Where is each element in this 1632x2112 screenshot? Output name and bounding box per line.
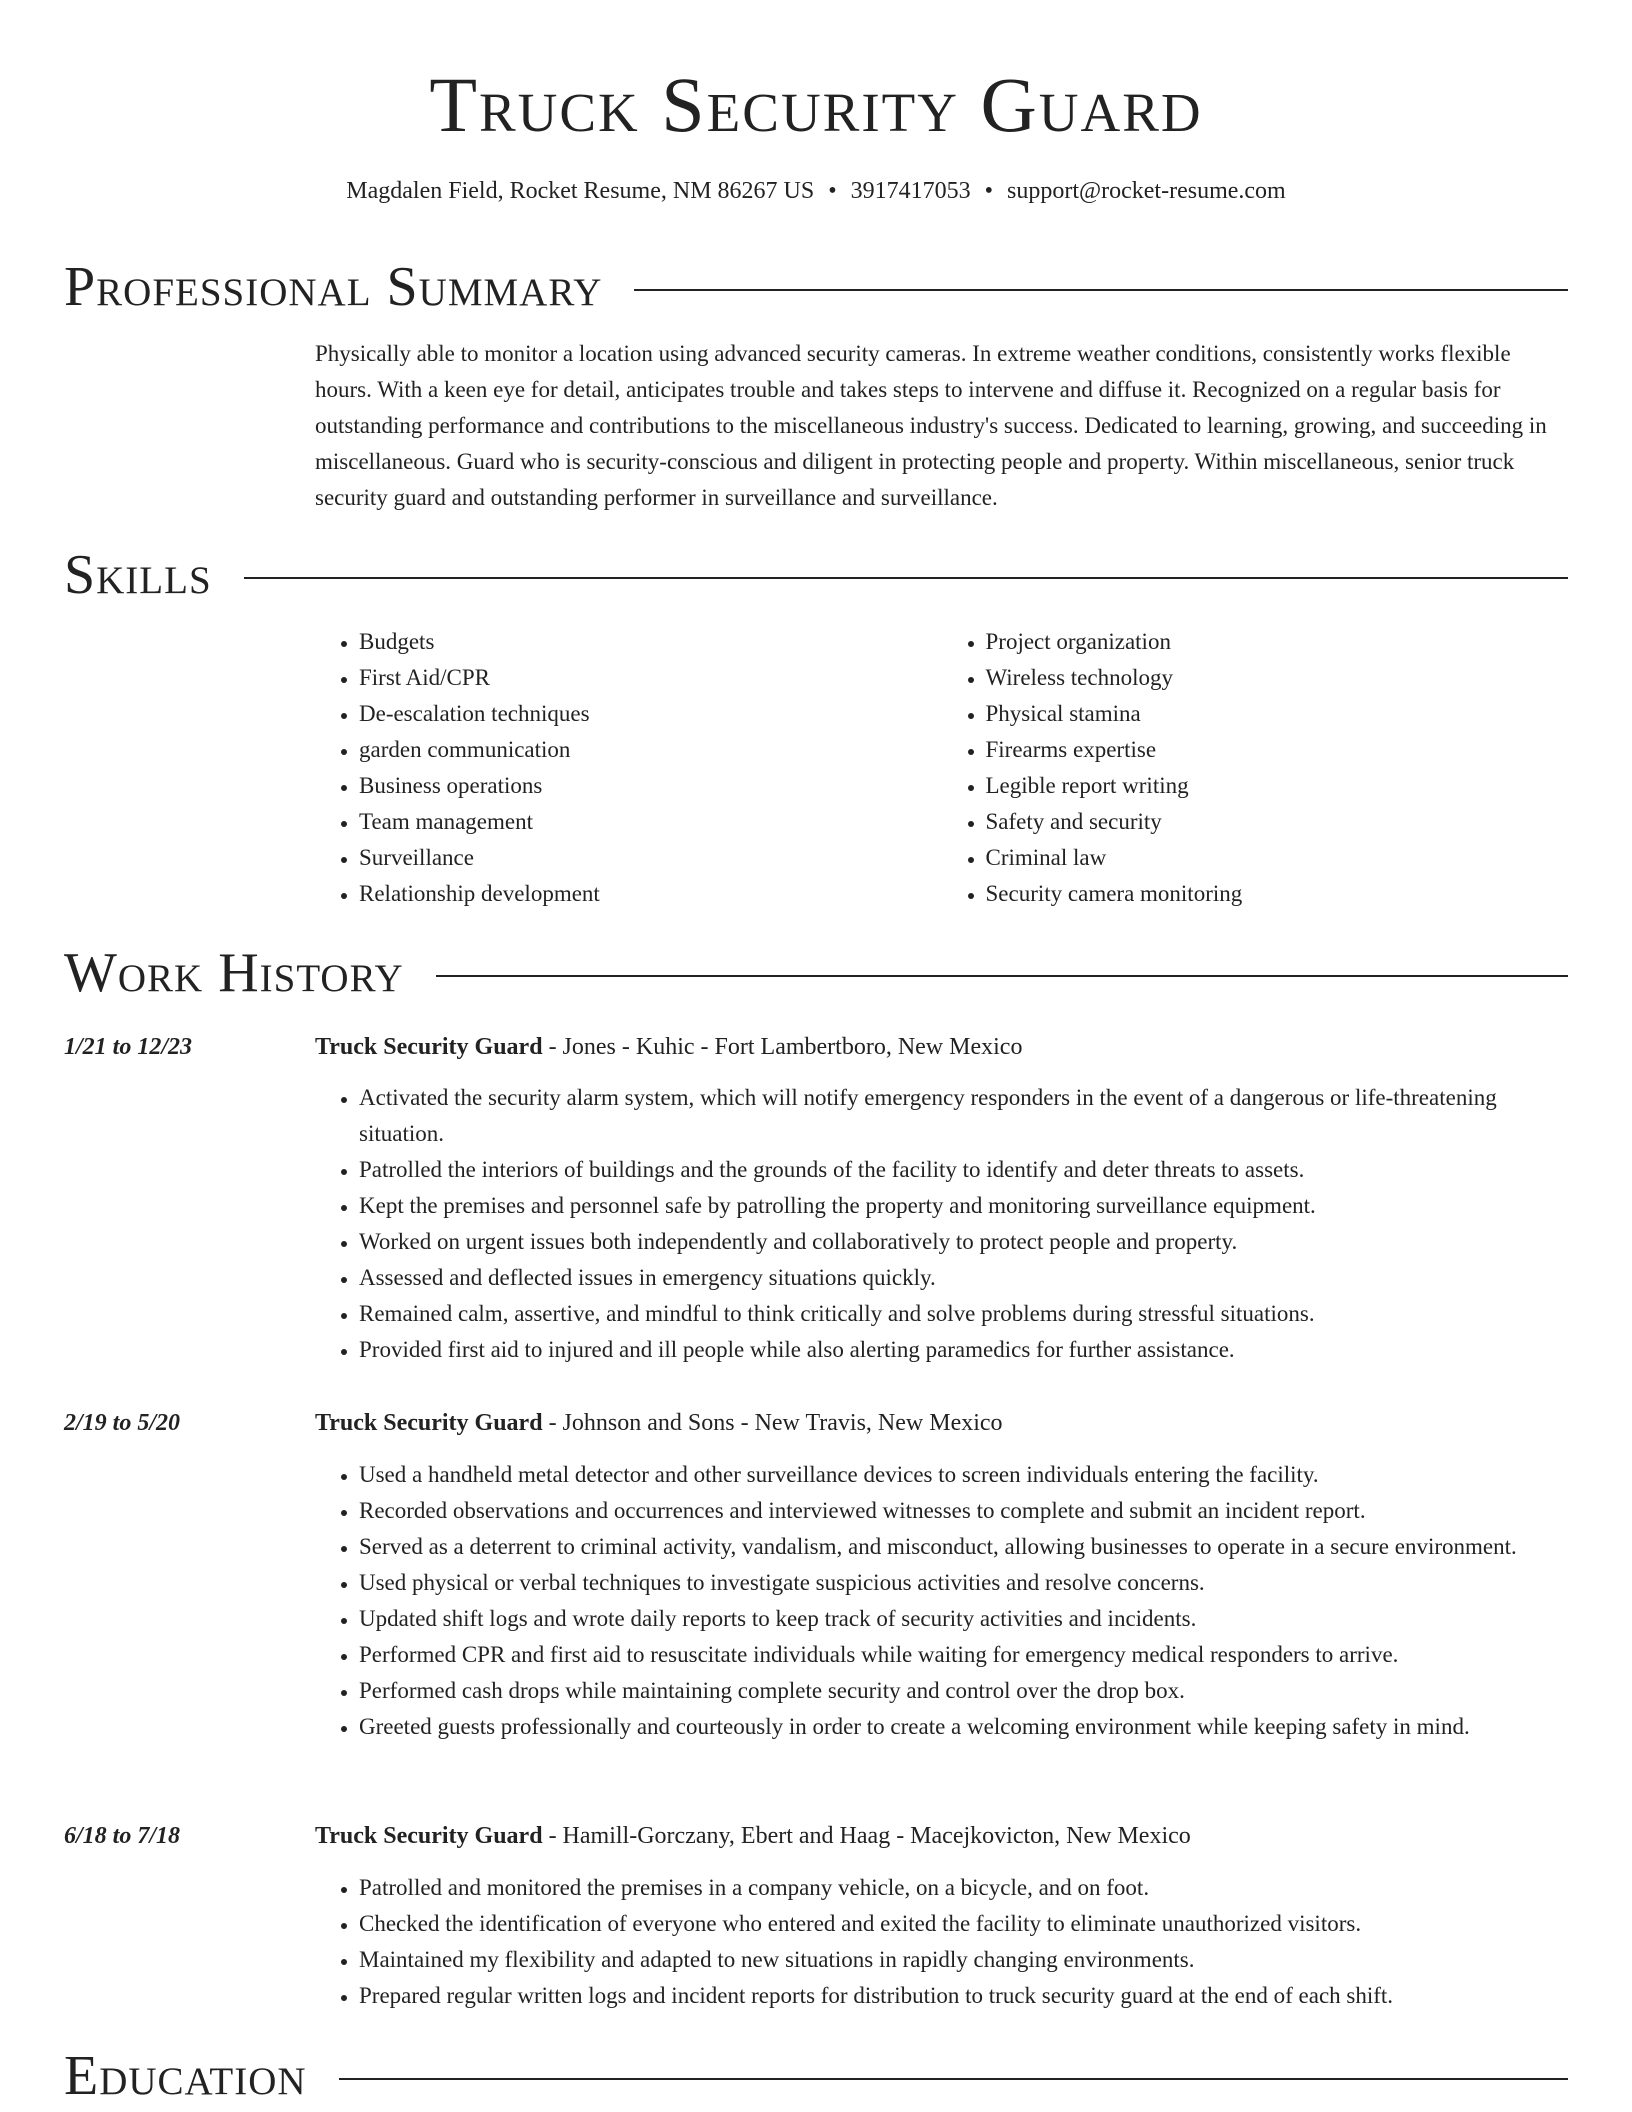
- work-heading: Work History: [64, 942, 404, 1004]
- job-bullet: • Checked the identification of everyone who entered and exited the facility to eliminate unauthorized visitors.: [359, 1906, 1568, 1942]
- section-divider: [634, 289, 1568, 291]
- skill-item: • Firearms expertise: [986, 732, 1569, 768]
- job-bullet: • Kept the premises and personnel safe by patrolling the property and monitoring surveillance equipment.: [359, 1188, 1568, 1224]
- job-title: Truck Security Guard: [315, 1034, 543, 1060]
- skill-item: • First Aid/CPR: [359, 660, 942, 696]
- skill-item: • Surveillance: [359, 840, 942, 876]
- job-bullet: • Performed CPR and first aid to resuscitate individuals while waiting for emergency medical responders to arrive.: [359, 1637, 1568, 1673]
- skill-item: • garden communication: [359, 732, 942, 768]
- job-bullet: • Prepared regular written logs and incident reports for distribution to truck security guard at the end of each shift.: [359, 1978, 1568, 2014]
- job-heading: [315, 1029, 1568, 1065]
- job-bullet: • Remained calm, assertive, and mindful to think critically and solve problems during stressful situations.: [359, 1296, 1568, 1332]
- skills-section-header: [64, 545, 1568, 605]
- skill-item: • Security camera monitoring: [986, 876, 1569, 912]
- skill-item: • Project organization: [986, 624, 1569, 660]
- contact-separator: •: [828, 178, 837, 204]
- work-section-header: [64, 943, 1568, 1003]
- job-bullet: • Provided first aid to injured and ill people while also alerting paramedics for further assistance.: [359, 1332, 1568, 1368]
- contact-email: support@rocket-resume.com: [1007, 178, 1286, 204]
- job-bullet: • Greeted guests professionally and courteously in order to create a welcoming environment while keeping safety in mind.: [359, 1709, 1568, 1745]
- job-employer: - Jones - Kuhic - Fort Lambertboro, New Mexico: [542, 1034, 1023, 1060]
- skills-heading: Skills: [64, 544, 212, 606]
- job-bullet: • Recorded observations and occurrences and interviewed witnesses to complete and submit an incident report.: [359, 1493, 1568, 1529]
- education-heading: Education: [64, 2045, 307, 2107]
- contact-phone: 3917417053: [850, 178, 971, 204]
- summary-heading: Professional Summary: [64, 256, 603, 318]
- job-bullet: • Activated the security alarm system, which will notify emergency responders in the event of a dangerous or life-threatening situation.: [359, 1080, 1568, 1152]
- job-dates: 6/18 to 7/18: [64, 1823, 181, 1849]
- section-divider: [339, 2078, 1568, 2080]
- job-bullet: • Used a handheld metal detector and other surveillance devices to screen individuals entering the facility.: [359, 1457, 1568, 1493]
- job-dates: 2/19 to 5/20: [64, 1410, 181, 1436]
- job-employer: - Hamill-Gorczany, Ebert and Haag - Macejkovicton, New Mexico: [542, 1823, 1191, 1849]
- job-bullet-list: [315, 1457, 1568, 1745]
- job-bullet: • Worked on urgent issues both independently and collaboratively to protect people and property.: [359, 1224, 1568, 1260]
- job-bullet: • Patrolled the interiors of buildings and the grounds of the facility to identify and deter threats to assets.: [359, 1152, 1568, 1188]
- job-bullet: • Patrolled and monitored the premises in a company vehicle, on a bicycle, and on foot.: [359, 1870, 1568, 1906]
- job-heading: [315, 1405, 1568, 1441]
- section-divider: [436, 975, 1568, 977]
- skill-item: • Physical stamina: [986, 696, 1569, 732]
- job-bullet: • Assessed and deflected issues in emergency situations quickly.: [359, 1260, 1568, 1296]
- job-title: Truck Security Guard: [315, 1410, 543, 1436]
- candidate-name: Truck Security Guard: [429, 61, 1203, 148]
- skill-item: • Wireless technology: [986, 660, 1569, 696]
- job-bullet: • Maintained my flexibility and adapted to new situations in rapidly changing environments.: [359, 1942, 1568, 1978]
- job-employer: - Johnson and Sons - New Travis, New Mexico: [542, 1410, 1003, 1436]
- skills-list-right: [942, 624, 1569, 912]
- job-title: Truck Security Guard: [315, 1823, 543, 1849]
- contact-line: [0, 176, 1632, 206]
- section-divider: [244, 577, 1568, 579]
- job-bullet-list: [315, 1080, 1568, 1368]
- job-bullet: • Used physical or verbal techniques to investigate suspicious activities and resolve concerns.: [359, 1565, 1568, 1601]
- skill-item: • Safety and security: [986, 804, 1569, 840]
- summary-text: Physically able to monitor a location using advanced security cameras. In extreme weather conditions, consistently works flexible hours. With a keen eye for detail, anticipates trouble and takes steps to intervene and diffuse it. Recognized on a regular basis for outstanding performance and contributions to the miscellaneous industry's success. Dedicated to learning, growing, and succeeding in miscellaneous. Guard who is security-conscious and diligent in protecting people and property. Within miscellaneous, senior truck security guard and outstanding performer in surveillance and surveillance.: [315, 341, 1547, 510]
- education-section-header: [64, 2046, 1568, 2106]
- skill-item: • Criminal law: [986, 840, 1569, 876]
- job-bullet: • Updated shift logs and wrote daily reports to keep track of security activities and incidents.: [359, 1601, 1568, 1637]
- job-bullet-list: [315, 1870, 1568, 2014]
- job-bullet: • Served as a deterrent to criminal activity, vandalism, and misconduct, allowing businesses to operate in a secure environment.: [359, 1529, 1568, 1565]
- skill-item: • Relationship development: [359, 876, 942, 912]
- skill-item: • Legible report writing: [986, 768, 1569, 804]
- contact-separator: •: [984, 178, 994, 204]
- job-bullet: • Performed cash drops while maintaining complete security and control over the drop box.: [359, 1673, 1568, 1709]
- skill-item: • Team management: [359, 804, 942, 840]
- contact-address: Magdalen Field, Rocket Resume, NM 86267 US: [346, 178, 815, 204]
- skill-item: • Budgets: [359, 624, 942, 660]
- summary-section-header: [64, 257, 1568, 317]
- summary-body: [315, 336, 1568, 516]
- skills-grid: [315, 624, 1568, 912]
- job-dates: 1/21 to 12/23: [64, 1034, 193, 1060]
- skill-item: • Business operations: [359, 768, 942, 804]
- job-heading: [315, 1818, 1568, 1854]
- skills-list-left: [315, 624, 942, 912]
- skill-item: • De-escalation techniques: [359, 696, 942, 732]
